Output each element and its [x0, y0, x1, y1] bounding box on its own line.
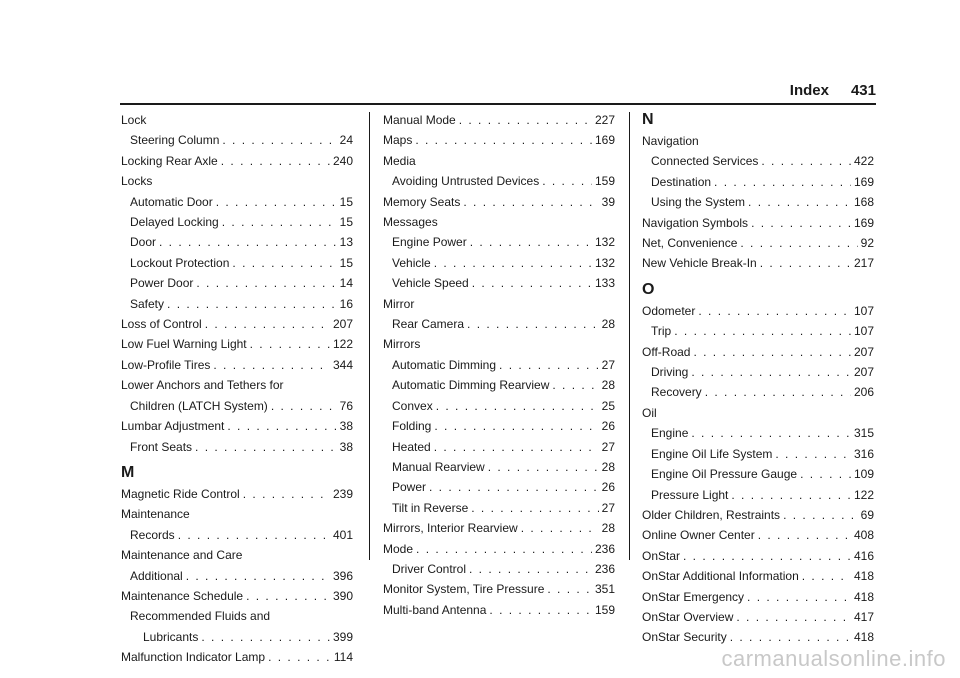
index-entry[interactable]: [642, 485, 874, 505]
index-letter-heading: N: [642, 111, 654, 128]
dot-leader: [761, 151, 851, 171]
index-entry-term: Connected Services: [651, 154, 759, 169]
index-letter-heading: O: [642, 280, 655, 298]
index-entry[interactable]: [383, 375, 615, 395]
index-entry-term: Net, Convenience: [642, 236, 738, 251]
index-entry-page[interactable]: 92: [860, 236, 874, 251]
index-entry[interactable]: [642, 587, 874, 607]
index-entry-page[interactable]: 240: [332, 153, 353, 168]
index-entry[interactable]: [642, 253, 874, 273]
index-entry-page[interactable]: 15: [339, 255, 353, 270]
index-entry-term: Door: [130, 235, 157, 250]
section-title: Index: [789, 82, 829, 99]
index-entry-term: Loss of Control: [121, 317, 202, 332]
index-entry[interactable]: [642, 382, 874, 402]
index-entry-page[interactable]: 399: [332, 629, 353, 644]
dot-leader: [463, 192, 598, 212]
index-entry-term: Power Door: [130, 276, 194, 291]
dot-leader: [222, 212, 337, 232]
dot-leader: [434, 416, 598, 436]
dot-leader: [747, 587, 851, 607]
index-entry-term: Safety: [130, 296, 165, 311]
index-entry-page[interactable]: 396: [332, 568, 353, 583]
index-entry-term: Lubricants: [143, 629, 199, 644]
index-entry-term: Heated: [392, 439, 431, 454]
index-heading-text: Mirror: [383, 296, 415, 311]
index-entry-term: New Vehicle Break-In: [642, 256, 757, 271]
dot-leader: [740, 233, 857, 253]
dot-leader: [471, 498, 598, 518]
dot-leader: [748, 192, 851, 212]
index-entry[interactable]: [642, 192, 874, 212]
index-entry[interactable]: [383, 273, 615, 293]
index-entry-page[interactable]: 27: [601, 439, 615, 454]
index-entry-term: OnStar Additional Information: [642, 569, 799, 584]
dot-leader: [542, 171, 592, 191]
dot-leader: [167, 294, 337, 314]
index-entry-term: Avoiding Untrusted Devices: [392, 174, 540, 189]
index-entry[interactable]: [121, 484, 353, 504]
index-heading: [121, 545, 353, 565]
index-entry-page[interactable]: 38: [339, 419, 353, 434]
index-entry[interactable]: [642, 321, 874, 341]
index-heading-text: Maintenance: [121, 507, 190, 522]
index-entry[interactable]: [642, 172, 874, 192]
index-entry-page[interactable]: 26: [601, 419, 615, 434]
dot-leader: [232, 253, 336, 273]
index-heading: [121, 375, 353, 395]
index-entry[interactable]: [383, 253, 615, 273]
index-entry-page[interactable]: 25: [601, 398, 615, 413]
index-entry[interactable]: [383, 539, 615, 559]
index-entry-term: OnStar Overview: [642, 609, 734, 624]
index-entry[interactable]: [383, 130, 615, 150]
index-entry-page[interactable]: 168: [853, 195, 874, 210]
index-entry[interactable]: [383, 518, 615, 538]
index-entry[interactable]: [383, 314, 615, 334]
index-entry[interactable]: [383, 355, 615, 375]
index-entry-term: Folding: [392, 419, 432, 434]
dot-leader: [674, 321, 851, 341]
index-entry[interactable]: [121, 273, 353, 293]
index-entry-term: Additional: [130, 568, 183, 583]
page-header: [790, 82, 876, 99]
dot-leader: [731, 485, 851, 505]
index-heading-text: Mirrors: [383, 337, 421, 352]
dot-leader: [434, 437, 599, 457]
index-entry-term: Engine Power: [392, 235, 467, 250]
index-entry-page[interactable]: 14: [339, 276, 353, 291]
dot-leader: [472, 273, 592, 293]
index-entry-page[interactable]: 227: [594, 113, 615, 127]
dot-leader: [415, 130, 592, 150]
index-entry-page[interactable]: 107: [853, 324, 874, 339]
dot-leader: [178, 525, 330, 545]
dot-leader: [758, 525, 851, 545]
index-entry-term: Magnetic Ride Control: [121, 486, 240, 501]
index-entry-page[interactable]: 133: [594, 276, 615, 291]
dot-leader: [222, 130, 336, 150]
index-entry[interactable]: [121, 647, 353, 667]
index-entry-page[interactable]: 159: [594, 602, 615, 617]
index-heading: [121, 606, 353, 626]
index-entry-page[interactable]: 422: [853, 154, 874, 169]
index-heading-text: Lock: [121, 113, 147, 127]
index-entry[interactable]: [121, 334, 353, 354]
index-entry-term: Driver Control: [392, 561, 467, 576]
dot-leader: [268, 647, 331, 667]
dot-leader: [521, 518, 599, 538]
index-entry[interactable]: [383, 457, 615, 477]
index-entry-term: Maps: [383, 133, 413, 148]
index-entry-page[interactable]: 417: [853, 609, 874, 624]
index-entry-term: Monitor System, Tire Pressure: [383, 582, 545, 597]
dot-leader: [802, 566, 851, 586]
index-entry[interactable]: [642, 525, 874, 545]
index-entry-term: Odometer: [642, 303, 696, 318]
index-entry-term: Maintenance Schedule: [121, 588, 244, 603]
index-entry[interactable]: [121, 416, 353, 436]
index-entry-term: Multi-band Antenna: [383, 602, 487, 617]
index-entry-page[interactable]: 239: [332, 486, 353, 501]
index-entry-page[interactable]: 15: [339, 194, 353, 209]
index-entry[interactable]: [642, 627, 874, 647]
index-entry-page[interactable]: 236: [594, 561, 615, 576]
index-entry[interactable]: [642, 566, 874, 586]
index-heading: [383, 334, 615, 354]
index-entry[interactable]: [121, 396, 353, 416]
index-entry[interactable]: [383, 477, 615, 497]
index-entry-page[interactable]: 122: [332, 337, 353, 352]
dot-leader: [434, 253, 592, 273]
index-entry-page[interactable]: 418: [853, 630, 874, 645]
index-heading-text: Recommended Fluids and: [130, 609, 271, 624]
dot-leader: [698, 301, 851, 321]
index-entry[interactable]: [642, 213, 874, 233]
dot-leader: [489, 600, 592, 620]
dot-leader: [800, 464, 851, 484]
index-entry-term: Engine: [651, 426, 689, 441]
index-entry-page[interactable]: 107: [853, 303, 874, 318]
dot-leader: [436, 396, 599, 416]
index-entry-page[interactable]: 169: [853, 215, 874, 230]
index-entry-term: OnStar: [642, 548, 681, 563]
dot-leader: [470, 232, 592, 252]
index-entry-page[interactable]: 207: [853, 344, 874, 359]
dot-leader: [250, 334, 330, 354]
index-entry[interactable]: [121, 525, 353, 545]
index-entry-term: Locking Rear Axle: [121, 153, 218, 168]
index-entry-page[interactable]: 39: [601, 194, 615, 209]
column-divider: [369, 112, 370, 560]
index-entry-page[interactable]: 316: [853, 446, 874, 461]
dot-leader: [196, 273, 336, 293]
dot-leader: [227, 416, 336, 436]
index-entry-page[interactable]: 416: [853, 548, 874, 563]
index-entry[interactable]: [642, 464, 874, 484]
index-entry[interactable]: [642, 505, 874, 525]
index-entry-page[interactable]: 217: [853, 256, 874, 271]
index-column-2: [383, 110, 615, 620]
index-entry-term: Steering Column: [130, 133, 220, 148]
index-heading-text: Maintenance and Care: [121, 548, 243, 563]
index-entry[interactable]: [121, 253, 353, 273]
index-entry-page[interactable]: 28: [601, 521, 615, 536]
index-entry-page[interactable]: 132: [594, 235, 615, 250]
dot-leader: [243, 484, 330, 504]
index-heading-text: Media: [383, 153, 416, 168]
dot-leader: [467, 314, 599, 334]
index-entry-term: Older Children, Restraints: [642, 507, 781, 522]
dot-leader: [547, 579, 592, 599]
index-entry-page[interactable]: 15: [339, 215, 353, 230]
dot-leader: [221, 151, 330, 171]
index-entry[interactable]: [121, 355, 353, 375]
index-entry[interactable]: [383, 171, 615, 191]
index-entry-term: Lumbar Adjustment: [121, 419, 225, 434]
index-entry[interactable]: [383, 110, 615, 130]
dot-leader: [246, 586, 330, 606]
index-entry-page[interactable]: 418: [853, 569, 874, 584]
index-entry[interactable]: [121, 314, 353, 334]
index-entry-page[interactable]: 351: [594, 582, 615, 597]
dot-leader: [730, 627, 851, 647]
dot-leader: [205, 314, 330, 334]
index-entry-page[interactable]: 76: [339, 398, 353, 413]
index-entry-term: Vehicle Speed: [392, 276, 469, 291]
index-entry-term: Rear Camera: [392, 317, 465, 332]
index-entry-page[interactable]: 132: [594, 255, 615, 270]
index-entry[interactable]: [121, 627, 353, 647]
index-entry[interactable]: [383, 579, 615, 599]
index-heading: [383, 294, 615, 314]
index-heading: [383, 151, 615, 171]
index-entry[interactable]: [383, 232, 615, 252]
index-entry-term: Automatic Dimming Rearview: [392, 378, 550, 393]
index-heading: [642, 403, 874, 423]
index-heading: [121, 110, 353, 130]
index-entry-page[interactable]: 27: [601, 357, 615, 372]
index-entry[interactable]: [121, 130, 353, 150]
index-entry-page[interactable]: 16: [339, 296, 353, 311]
index-entry[interactable]: [121, 437, 353, 457]
index-entry-term: Online Owner Center: [642, 528, 755, 543]
index-entry[interactable]: [383, 416, 615, 436]
index-entry-page[interactable]: 169: [853, 174, 874, 189]
dot-leader: [429, 477, 599, 497]
dot-leader: [760, 253, 851, 273]
index-entry-term: Pressure Light: [651, 487, 729, 502]
index-heading-text: Oil: [642, 405, 657, 420]
dot-leader: [736, 607, 851, 627]
index-entry-page[interactable]: 401: [332, 527, 353, 542]
index-entry-term: Engine Oil Life System: [651, 446, 773, 461]
index-entry[interactable]: [642, 301, 874, 321]
index-entry-term: Low-Profile Tires: [121, 357, 211, 372]
index-entry-term: Manual Mode: [383, 113, 456, 127]
column-divider: [629, 112, 630, 560]
index-entry-page[interactable]: 24: [339, 133, 353, 148]
index-entry-page[interactable]: 207: [332, 317, 353, 332]
index-entry[interactable]: [121, 232, 353, 252]
dot-leader: [201, 627, 330, 647]
index-entry-term: Low Fuel Warning Light: [121, 337, 247, 352]
dot-leader: [552, 375, 598, 395]
index-entry-page[interactable]: 390: [332, 588, 353, 603]
index-entry-page[interactable]: 315: [853, 426, 874, 441]
dot-leader: [693, 342, 851, 362]
index-entry-term: Delayed Locking: [130, 215, 219, 230]
index-entry-term: Automatic Dimming: [392, 357, 497, 372]
index-entry-page[interactable]: 207: [853, 365, 874, 380]
index-heading-text: Lower Anchors and Tethers for: [121, 378, 284, 393]
index-entry-term: Trip: [651, 324, 672, 339]
dot-leader: [488, 457, 599, 477]
index-entry-term: Convex: [392, 398, 433, 413]
index-entry[interactable]: [383, 600, 615, 620]
index-entry-page[interactable]: 69: [860, 507, 874, 522]
index-entry[interactable]: [642, 151, 874, 171]
index-heading-text: Messages: [383, 215, 438, 230]
index-entry-page[interactable]: 159: [594, 174, 615, 189]
index-entry-term: Records: [130, 527, 175, 542]
index-entry-page[interactable]: 122: [853, 487, 874, 502]
dot-leader: [271, 396, 337, 416]
dot-leader: [691, 423, 851, 443]
index-entry-term: OnStar Emergency: [642, 589, 745, 604]
dot-leader: [499, 355, 599, 375]
index-entry[interactable]: [121, 192, 353, 212]
header-rule: [120, 103, 876, 105]
index-entry-term: Children (LATCH System): [130, 398, 268, 413]
dot-leader: [459, 110, 592, 130]
index-entry-term: OnStar Security: [642, 630, 727, 645]
dot-leader: [683, 546, 851, 566]
index-entry[interactable]: [642, 233, 874, 253]
dot-leader: [775, 444, 851, 464]
index-entry-term: Tilt in Reverse: [392, 500, 469, 515]
index-heading-text: Navigation: [642, 134, 699, 148]
index-entry[interactable]: [383, 396, 615, 416]
index-entry[interactable]: [121, 294, 353, 314]
index-entry-page[interactable]: 28: [601, 378, 615, 393]
index-entry[interactable]: [383, 192, 615, 212]
dot-leader: [691, 362, 851, 382]
dot-leader: [186, 566, 330, 586]
index-entry-term: Mode: [383, 541, 414, 556]
index-entry-term: Driving: [651, 365, 689, 380]
dot-leader: [416, 539, 592, 559]
dot-leader: [213, 355, 330, 375]
index-entry-term: Memory Seats: [383, 194, 461, 209]
index-entry-page[interactable]: 38: [339, 439, 353, 454]
index-entry-page[interactable]: 27: [601, 500, 615, 515]
index-entry-page[interactable]: 26: [601, 480, 615, 495]
index-letter-heading: M: [121, 463, 135, 481]
page-number: 431: [850, 82, 876, 99]
dot-leader: [714, 172, 851, 192]
index-entry[interactable]: [642, 423, 874, 443]
dot-leader: [751, 213, 851, 233]
index-entry[interactable]: [642, 546, 874, 566]
index-entry[interactable]: [121, 212, 353, 232]
index-entry-page[interactable]: 169: [594, 133, 615, 148]
index-entry-page[interactable]: 206: [853, 385, 874, 400]
index-entry-page[interactable]: 28: [601, 459, 615, 474]
watermark: carmanualsonline.info: [721, 646, 946, 671]
index-heading: [121, 171, 353, 191]
index-heading: [642, 131, 874, 151]
index-entry-page[interactable]: 408: [853, 528, 874, 543]
index-column-1: [121, 110, 353, 668]
index-entry-term: Recovery: [651, 385, 702, 400]
index-entry-term: Automatic Door: [130, 194, 213, 209]
index-entry-term: Navigation Symbols: [642, 215, 749, 230]
index-heading: [383, 212, 615, 232]
index-entry-term: Lockout Protection: [130, 255, 230, 270]
index-entry-term: Off-Road: [642, 344, 691, 359]
index-entry[interactable]: [642, 444, 874, 464]
index-entry-term: Front Seats: [130, 439, 193, 454]
index-entry[interactable]: [642, 607, 874, 627]
index-entry-term: Using the System: [651, 195, 746, 210]
index-entry-term: Mirrors, Interior Rearview: [383, 521, 518, 536]
index-entry[interactable]: [121, 151, 353, 171]
index-entry[interactable]: [121, 566, 353, 586]
index-entry[interactable]: [642, 362, 874, 382]
index-entry-term: Manual Rearview: [392, 459, 485, 474]
index-entry-page[interactable]: 28: [601, 317, 615, 332]
dot-leader: [195, 437, 337, 457]
index-entry-page[interactable]: 13: [339, 235, 353, 250]
index-entry[interactable]: [642, 342, 874, 362]
index-entry-term: Destination: [651, 174, 712, 189]
index-entry-term: Power: [392, 480, 427, 495]
index-entry[interactable]: [383, 498, 615, 518]
dot-leader: [469, 559, 592, 579]
index-heading: [121, 504, 353, 524]
index-entry[interactable]: [383, 559, 615, 579]
index-entry-term: Malfunction Indicator Lamp: [121, 650, 266, 665]
index-entry[interactable]: [121, 586, 353, 606]
index-entry-page[interactable]: 109: [853, 467, 874, 482]
index-entry-page[interactable]: 114: [333, 650, 353, 665]
index-entry-page[interactable]: 236: [594, 541, 615, 556]
dot-leader: [705, 382, 851, 402]
index-column-3: [642, 110, 874, 648]
index-entry-page[interactable]: 344: [332, 357, 353, 372]
index-entry[interactable]: [383, 437, 615, 457]
index-entry-term: Engine Oil Pressure Gauge: [651, 467, 798, 482]
index-entry-term: Vehicle: [392, 255, 431, 270]
index-heading-text: Locks: [121, 174, 153, 189]
index-entry-page[interactable]: 418: [853, 589, 874, 604]
dot-leader: [783, 505, 858, 525]
dot-leader: [159, 232, 337, 252]
dot-leader: [216, 192, 337, 212]
